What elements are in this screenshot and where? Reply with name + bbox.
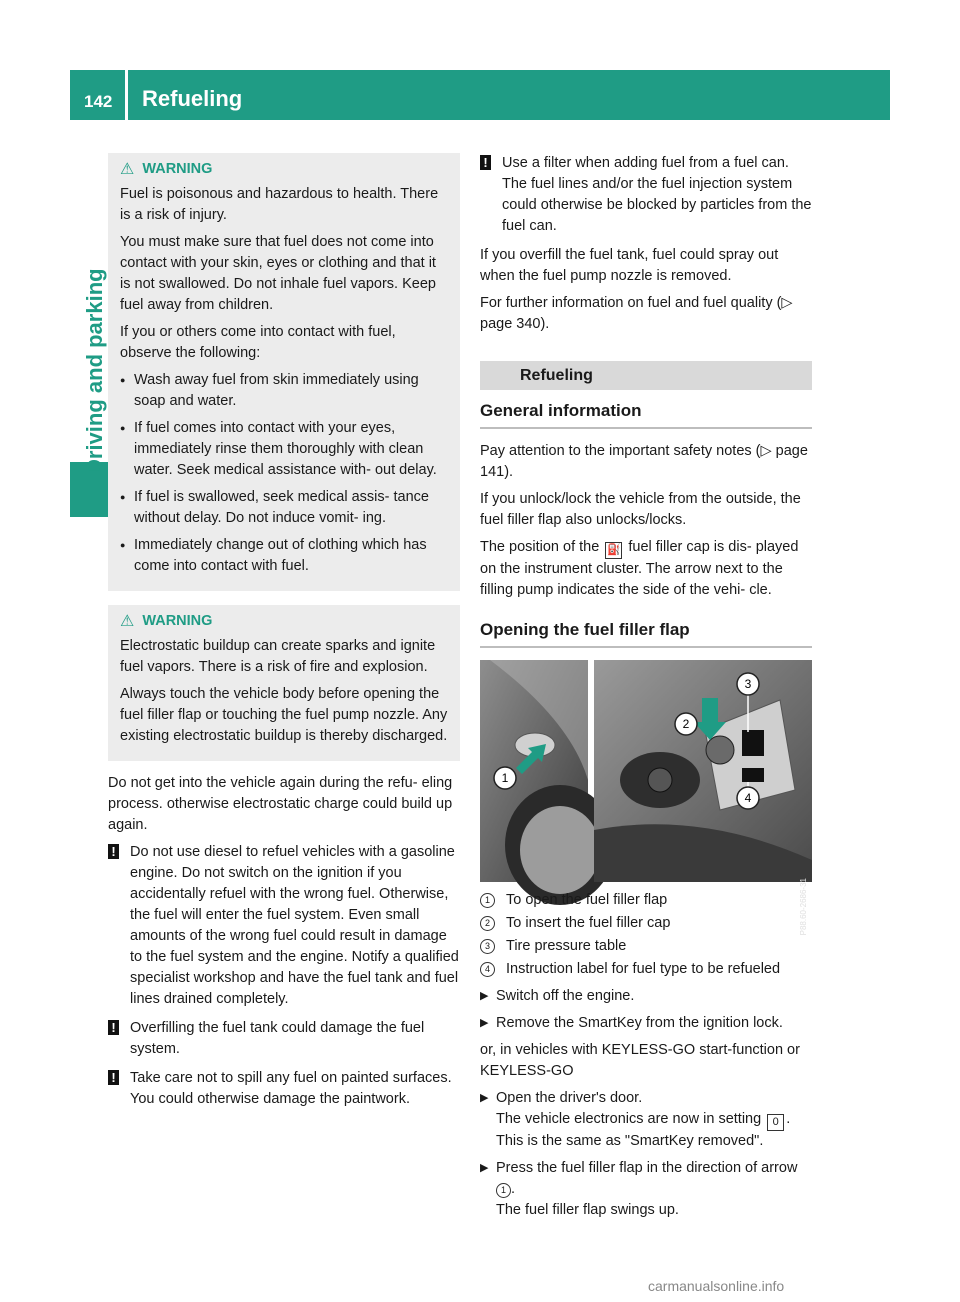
right-column <box>480 153 812 1227</box>
fuel-neck <box>648 768 672 792</box>
instruction-step: ▶ Press the fuel filler flap in the direction of arrow 1 . The fuel filler flap swings up. <box>480 1158 812 1221</box>
tire-pressure-table <box>742 730 764 756</box>
caution-note: ! Overfilling the fuel tank could damage the fuel system. <box>108 1018 460 1060</box>
body-paragraph: The position of the ⛽ fuel filler cap is dis- played on the instrument cluster. The arrow next to the filling pump indicates the side of the vehi- cle. <box>480 539 799 598</box>
body-paragraph: If you unlock/lock the vehicle from the outside, the fuel filler flap also unlocks/locks. <box>480 491 801 528</box>
body-paragraph: or, in vehicles with KEYLESS-GO start-function or KEYLESS-GO <box>480 1042 800 1079</box>
subsection-heading: General information <box>480 400 812 429</box>
caution-note: ! Take care not to spill any fuel on painted surfaces. You could otherwise damage the paintwork. <box>108 1068 460 1110</box>
warning-text: If you or others come into contact with fuel, observe the following: <box>120 324 396 361</box>
fuel-type-label <box>742 768 764 782</box>
warning-box-electrostatic <box>108 605 460 761</box>
left-column <box>108 153 460 1118</box>
fuel-pump-icon: ⛽ <box>605 542 622 559</box>
warning-text: Always touch the vehicle body before opening the fuel filler flap or touching the fuel pump nozzle. Any existing electrostatic buildup is thereby discharged. <box>120 686 448 744</box>
subsection-heading: Opening the fuel filler flap <box>480 619 812 648</box>
instruction-step: ▶ Remove the SmartKey from the ignition lock. <box>480 1013 812 1034</box>
caution-note: ! Do not use diesel to refuel vehicles with a gasoline engine. Do not switch on the ignition if you accidentally refuel with the wrong fuel. Otherwise, the fuel will enter the fuel system. Even small amounts of the wrong fuel could result in damage to the fuel system and the engine. Notify a qualified specialist workshop and have the fuel tank and fuel lines drained completely. <box>108 842 460 1010</box>
callout-ref: 1 <box>496 1183 511 1198</box>
figure-code: P88.60-2686-31 <box>799 878 808 936</box>
warning-triangle-icon: ⚠ <box>120 613 135 630</box>
legend-item: 3 Tire pressure table <box>480 936 812 957</box>
body-paragraph: If you overfill the fuel tank, fuel could spray out when the fuel pump nozzle is removed. <box>480 247 779 284</box>
legend-number: 1 <box>480 893 495 908</box>
legend-item: 4 Instruction label for fuel type to be refueled <box>480 959 812 980</box>
watermark: carmanualsonline.info <box>648 1278 785 1294</box>
legend-number: 2 <box>480 916 495 931</box>
page-title: Refueling <box>142 86 243 111</box>
callout-2-label: 2 <box>682 717 690 731</box>
list-item: ● If fuel is swallowed, seek medical assis- tance without delay. Do not induce vomit- ing. <box>120 487 450 529</box>
callout-1-label: 1 <box>501 771 509 785</box>
body-paragraph: Do not get into the vehicle again during the refu- eling process. otherwise electrostatic charge could build up again. <box>108 775 453 833</box>
warning-triangle-icon: ⚠ <box>120 161 135 178</box>
body-paragraph: For further information on fuel and fuel quality (▷ page 340). <box>480 295 793 332</box>
list-item: ● If fuel comes into contact with your eyes, immediately rinse them thoroughly with clean water. Seek medical assistance with- out delay. <box>120 418 450 481</box>
exclamation-icon: ! <box>108 1070 119 1085</box>
warning-text: Electrostatic buildup can create sparks and ignite fuel vapors. There is a risk of fire and explosion. <box>120 638 436 675</box>
warning-box-poison <box>108 153 460 591</box>
warning-bullet-list <box>120 370 450 577</box>
wheel-rim <box>520 806 600 894</box>
exclamation-icon: ! <box>108 844 119 859</box>
exclamation-icon: ! <box>108 1020 119 1035</box>
header-divider <box>125 70 128 120</box>
page-number: 142 <box>84 92 113 111</box>
list-item: ● Immediately change out of clothing which has come into contact with fuel. <box>120 535 450 577</box>
legend-number: 4 <box>480 962 495 977</box>
legend-number: 3 <box>480 939 495 954</box>
section-heading: Refueling <box>480 361 812 390</box>
warning-text: Fuel is poisonous and hazardous to health. There is a risk of injury. <box>120 186 439 223</box>
warning-heading: ⚠ WARNING <box>120 161 213 178</box>
legend-item: 2 To insert the fuel filler cap <box>480 913 812 934</box>
warning-heading: ⚠ WARNING <box>120 613 213 630</box>
body-paragraph: Pay attention to the important safety notes (▷ page 141). <box>480 443 808 480</box>
list-item: ● Wash away fuel from skin immediately using soap and water. <box>120 370 450 412</box>
fuel-cap <box>706 736 734 764</box>
caution-note: ! Use a filter when adding fuel from a fuel can. The fuel lines and/or the fuel injection system could otherwise be blocked by particles from the fuel can. <box>480 153 812 237</box>
legend-item: 1 To open the fuel filler flap <box>480 890 812 911</box>
exclamation-icon: ! <box>480 155 491 170</box>
warning-text: You must make sure that fuel does not come into contact with your skin, eyes or clothing and that it is not swallowed. Do not inhale fuel vapors. Keep fuel away from children. <box>120 234 436 313</box>
key-position-icon: 0 <box>767 1114 784 1131</box>
instruction-step: ▶ Open the driver's door. The vehicle electronics are now in setting 0 . This is the same as "SmartKey removed". <box>480 1088 812 1152</box>
side-tab-label: Driving and parking <box>82 268 107 475</box>
instruction-step: ▶ Switch off the engine. <box>480 986 812 1007</box>
callout-3-label: 3 <box>744 677 752 691</box>
callout-4-label: 4 <box>744 791 752 805</box>
